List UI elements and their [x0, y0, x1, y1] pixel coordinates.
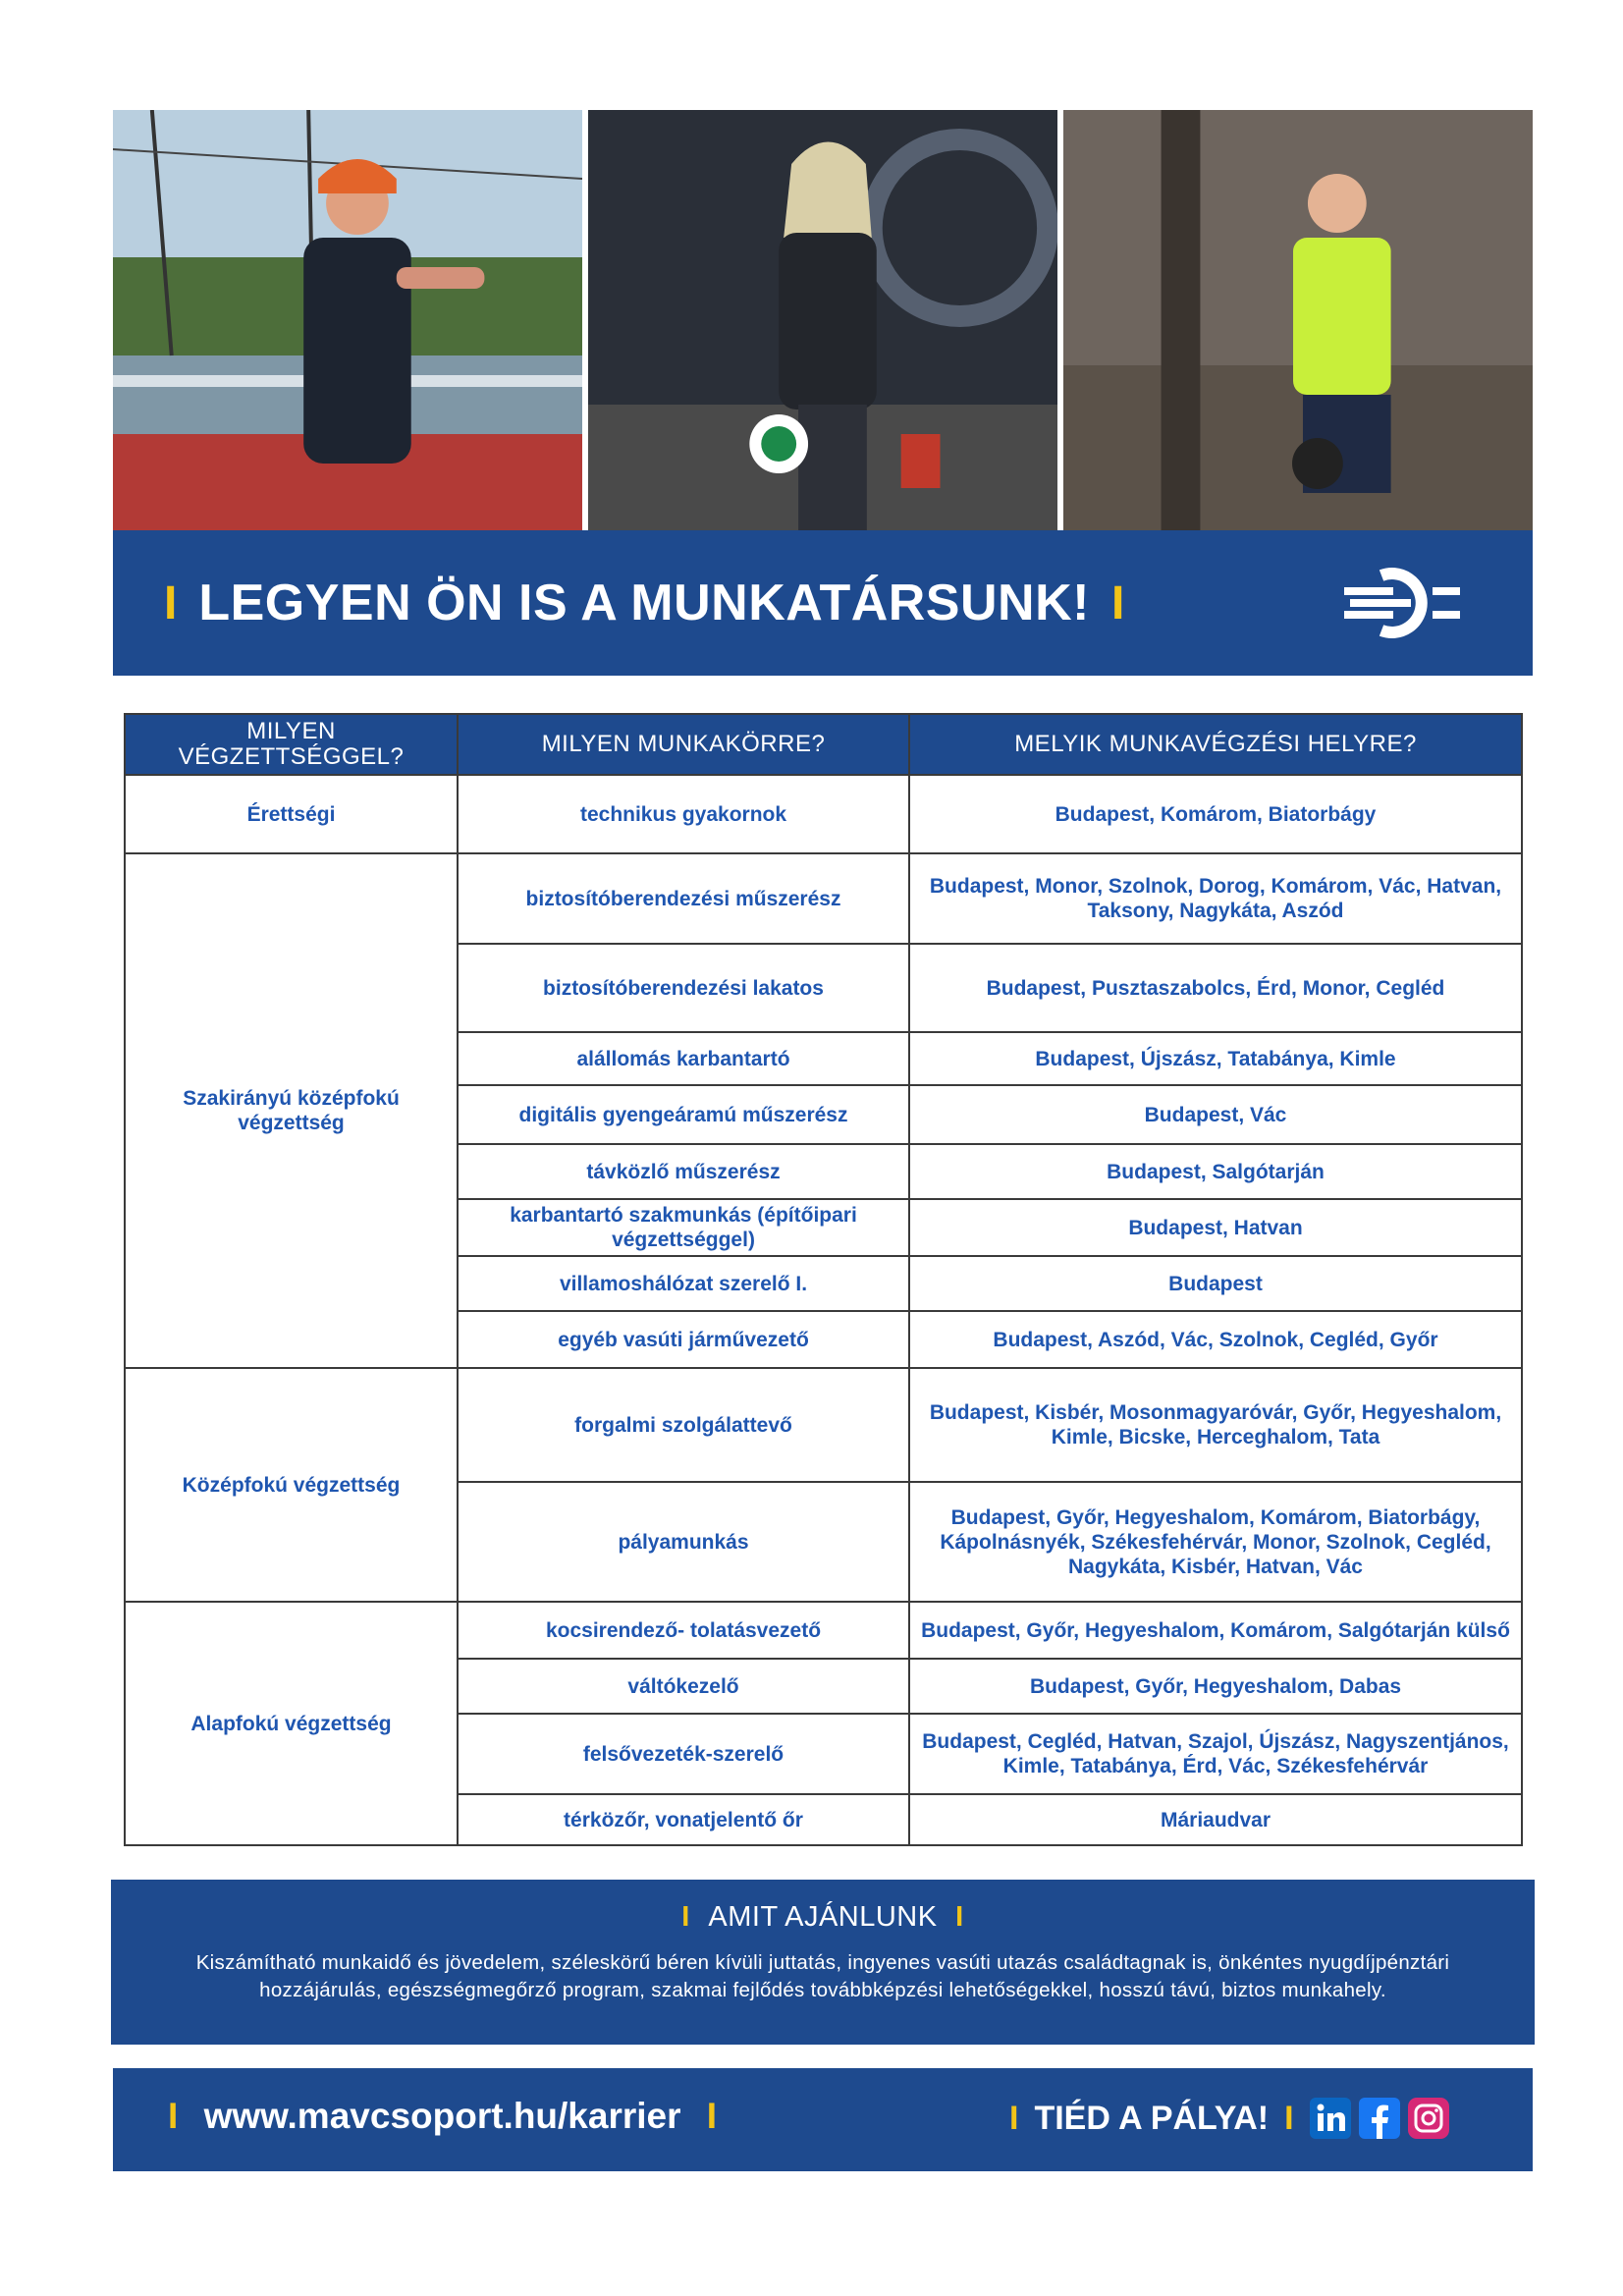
job-cell: forgalmi szolgálattevő [458, 1368, 909, 1482]
career-url-link[interactable]: www.mavcsoport.hu/karrier [203, 2096, 681, 2136]
job-cell: kocsirendező- tolatásvezető [458, 1602, 909, 1659]
location-cell: Budapest, Cegléd, Hatvan, Szajol, Újszász, Nagyszentjános, Kimle, Tatabánya, Érd, Vác, Székesfehérvár [909, 1714, 1522, 1794]
location-cell: Máriaudvar [909, 1794, 1522, 1845]
social-icons [1310, 2098, 1449, 2139]
separator-bar: I [1110, 576, 1125, 629]
separator-bar: I [955, 1901, 964, 1933]
jobs-table [124, 713, 1523, 1846]
photo-strip [113, 110, 1533, 530]
table-row [125, 775, 1522, 853]
job-cell: térközőr, vonatjelentő őr [458, 1794, 909, 1845]
header-education: MILYEN VÉGZETTSÉGGEL? [125, 714, 458, 775]
location-cell: Budapest, Pusztaszabolcs, Érd, Monor, Cegléd [909, 944, 1522, 1032]
footer-url-line [168, 2096, 717, 2137]
separator-bar: I [168, 2096, 179, 2136]
track-worker-photo [1063, 110, 1533, 530]
train-conductor-photo [588, 110, 1057, 530]
location-cell: Budapest, Aszód, Vác, Szolnok, Cegléd, Győr [909, 1311, 1522, 1368]
job-cell: karbantartó szakmunkás (építőipari végzettséggel) [458, 1199, 909, 1256]
education-cell: Érettségi [125, 775, 458, 853]
table-header-row [125, 714, 1522, 775]
location-cell: Budapest, Salgótarján [909, 1144, 1522, 1199]
table-row [125, 1602, 1522, 1659]
location-cell: Budapest, Hatvan [909, 1199, 1522, 1256]
facebook-icon[interactable] [1359, 2098, 1400, 2139]
location-cell: Budapest, Vác [909, 1085, 1522, 1144]
job-cell: pályamunkás [458, 1482, 909, 1602]
linkedin-icon[interactable] [1310, 2098, 1351, 2139]
location-cell: Budapest [909, 1256, 1522, 1311]
separator-bar: I [706, 2096, 718, 2136]
location-cell: Budapest, Győr, Hegyeshalom, Dabas [909, 1659, 1522, 1714]
footer-slogan: TIÉD A PÁLYA! [1034, 2099, 1270, 2137]
separator-bar: I [1009, 2099, 1019, 2137]
education-cell: Alapfokú végzettség [125, 1602, 458, 1845]
header-job: MILYEN MUNKAKÖRRE? [458, 714, 909, 775]
header-location: MELYIK MUNKAVÉGZÉSI HELYRE? [909, 714, 1522, 775]
job-cell: biztosítóberendezési műszerész [458, 853, 909, 944]
location-cell: Budapest, Újszász, Tatabánya, Kimle [909, 1032, 1522, 1085]
offer-text: Kiszámítható munkaidő és jövedelem, széleskörű béren kívüli juttatás, ingyenes vasúti utazás családtagnak is, önkéntes nyugdíjpénztári hozzájárulás, egészségmegőrző program, szakmai fejlődés továbbképzési lehetőségekkel, hosszú távú, biztos munkahely. [195, 1951, 1450, 2001]
location-cell: Budapest, Komárom, Biatorbágy [909, 775, 1522, 853]
mav-logo-icon [1342, 564, 1462, 642]
job-cell: felsővezeték-szerelő [458, 1714, 909, 1794]
education-cell: Szakirányú középfokú végzettség [125, 853, 458, 1368]
offer-title-line [111, 1901, 1535, 1934]
offer-box [111, 1880, 1535, 2045]
footer-slogan-line [1009, 2098, 1449, 2139]
railway-technician-photo [113, 110, 582, 530]
location-cell: Budapest, Kisbér, Mosonmagyaróvár, Győr, Hegyeshalom, Kimle, Bicske, Herceghalom, Tata [909, 1368, 1522, 1482]
separator-bar: I [164, 576, 178, 629]
table-row [125, 853, 1522, 944]
instagram-icon[interactable] [1408, 2098, 1449, 2139]
separator-bar: I [681, 1901, 690, 1933]
job-cell: technikus gyakornok [458, 775, 909, 853]
location-cell: Budapest, Győr, Hegyeshalom, Komárom, Biatorbágy, Kápolnásnyék, Székesfehérvár, Monor, Szolnok, Cegléd, Nagykáta, Kisbér, Hatvan, Vác [909, 1482, 1522, 1602]
education-cell: Középfokú végzettség [125, 1368, 458, 1602]
job-cell: távközlő műszerész [458, 1144, 909, 1199]
job-cell: alállomás karbantartó [458, 1032, 909, 1085]
job-cell: villamoshálózat szerelő I. [458, 1256, 909, 1311]
footer-banner [113, 2068, 1533, 2171]
hero-banner [113, 530, 1533, 676]
job-cell: digitális gyengeáramú műszerész [458, 1085, 909, 1144]
hero-title: LEGYEN ÖN IS A MUNKATÁRSUNK! [198, 574, 1090, 631]
offer-title: AMIT AJÁNLUNK [708, 1901, 938, 1933]
job-cell: biztosítóberendezési lakatos [458, 944, 909, 1032]
job-cell: egyéb vasúti járművezető [458, 1311, 909, 1368]
separator-bar: I [1284, 2099, 1294, 2137]
table-row [125, 1368, 1522, 1482]
job-cell: váltókezelő [458, 1659, 909, 1714]
location-cell: Budapest, Győr, Hegyeshalom, Komárom, Salgótarján külső [909, 1602, 1522, 1659]
location-cell: Budapest, Monor, Szolnok, Dorog, Komárom, Vác, Hatvan, Taksony, Nagykáta, Aszód [909, 853, 1522, 944]
